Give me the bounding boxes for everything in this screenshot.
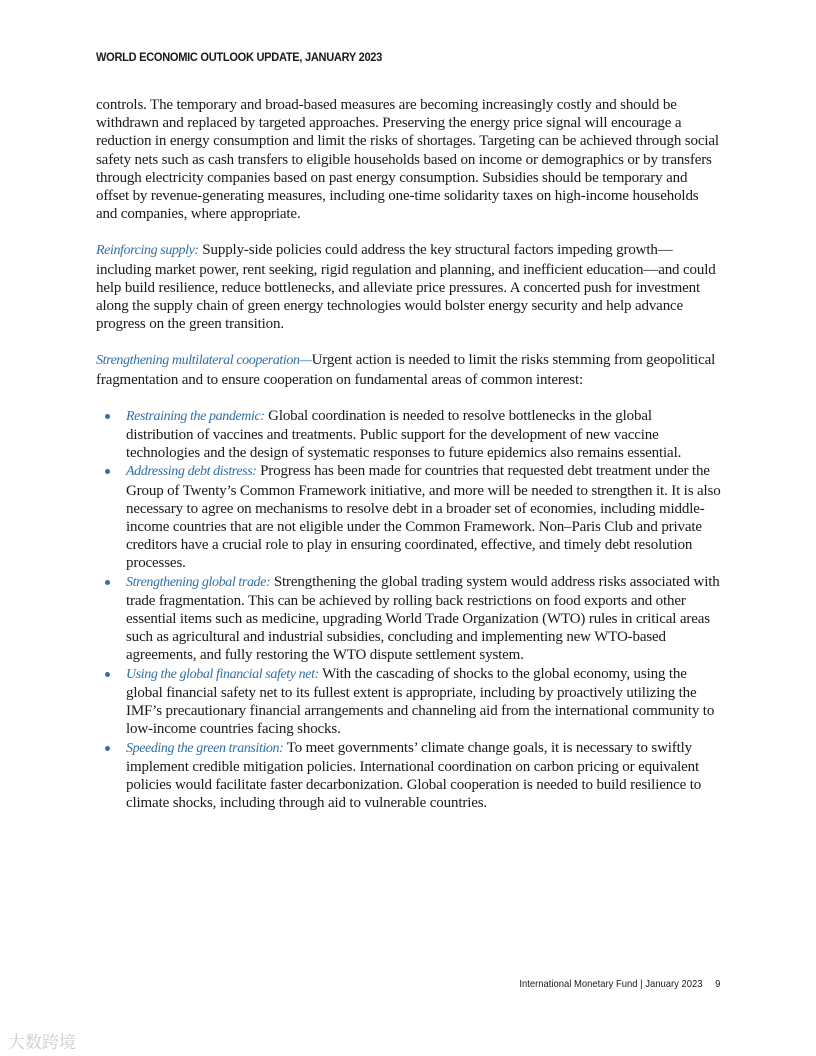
item-lead: Restraining the pandemic: xyxy=(126,408,265,424)
item-text: With the cascading of shocks to the global economy, using the global financial safety net to its fullest extent is appropriate, including by proactively utilizing the IMF’s precautionary financial arrangements and channeling aid from the international community to low-income countries facing shocks. xyxy=(126,665,715,738)
bullet-icon xyxy=(105,580,110,585)
item-lead: Speeding the green transition: xyxy=(126,740,284,756)
running-header: WORLD ECONOMIC OUTLOOK UPDATE, JANUARY 2023 xyxy=(96,50,383,64)
item-text: Progress has been made for countries that requested debt treatment under the Group of Twenty’s Common Framework initiative, and more will be needed to strengthen it. It is also necessary to agree on mechanisms to resolve debt in a broader set of economies, including middle-income countries that are not eligible under the Common Framework. Non–Paris Club and private creditors have a crucial role to play in ensuring coordinated, effective, and timely debt resolution processes. xyxy=(126,463,721,572)
item-text: Strengthening the global trading system would address risks associated with trade fragmentation. This can be achieved by rolling back restrictions on food exports and other essential items such as medicine, upgrading World Trade Organization (WTO) rules in critical areas such as agricultural and industrial subsidies, concluding and implementing new WTO-based agreements, and fully restoring the WTO dispute settlement system. xyxy=(126,573,720,664)
item-text: Global coordination is needed to resolve bottlenecks in the global distribution of vaccines and treatments. Public support for the development of new vaccine technologies and the design of systematic responses to future epidemics also remains essential. xyxy=(126,407,682,462)
page-body xyxy=(96,96,722,812)
item-lead: Addressing debt distress: xyxy=(126,464,257,480)
paragraph-lead: Strengthening multilateral cooperation— xyxy=(96,353,312,369)
bullet-icon xyxy=(105,746,110,751)
paragraph-text: Supply-side policies could address the key structural factors impeding growth—including market power, rent seeking, rigid regulation and planning, and inefficient education—and could help build resilience, reduce bottlenecks, and alleviate price pressures. A concerted push for investment along the supply chain of green energy technologies would bolster energy security and help advance progress on the green transition. xyxy=(96,242,716,333)
bullet-icon xyxy=(105,414,110,419)
paragraph-text: controls. The temporary and broad-based measures are becoming increasingly costly and should be withdrawn and replaced by targeted approaches. Preserving the energy price signal will encourage a reduction in energy consumption and limit the risks of shortages. Targeting can be achieved through social safety nets such as cash transfers to eligible households based on income or demographics or by transfers through electricity companies based on past energy consumption. Subsidies should be temporary and offset by revenue-generating measures, including one-time solidarity taxes on high-income households and companies, where appropriate. xyxy=(96,97,719,223)
item-text: To meet governments’ climate change goals, it is necessary to swiftly implement credible mitigation policies. International coordination on carbon pricing or equivalent policies would facilitate faster decarbonization. Global cooperation is needed to build resilience to climate shocks, including through aid to vulnerable countries. xyxy=(126,739,702,812)
bullet-icon xyxy=(105,672,110,677)
list-item xyxy=(96,407,722,463)
page-footer xyxy=(519,978,720,990)
paragraph-lead: Reinforcing supply: xyxy=(96,243,199,259)
item-lead: Strengthening global trade: xyxy=(126,574,271,590)
list-item xyxy=(96,462,722,572)
list-item xyxy=(96,665,722,739)
paragraph-reinforcing-supply xyxy=(96,241,722,333)
bullet-list xyxy=(96,407,722,812)
item-lead: Using the global financial safety net: xyxy=(126,666,319,682)
footer-text: International Monetary Fund | January 2023 xyxy=(518,978,703,990)
paragraph-energy-controls xyxy=(96,96,722,223)
page-number: 9 xyxy=(714,978,720,990)
paragraph-text: Urgent action is needed to limit the risks stemming from geopolitical fragmentation and to ensure cooperation on fundamental areas of common interest: xyxy=(96,352,716,388)
list-item xyxy=(96,739,722,813)
bullet-icon xyxy=(105,469,110,474)
paragraph-multilateral-cooperation xyxy=(96,351,722,388)
list-item xyxy=(96,573,722,665)
watermark-logo xyxy=(8,1028,76,1053)
watermark-text: 大数跨境 xyxy=(8,1033,76,1053)
